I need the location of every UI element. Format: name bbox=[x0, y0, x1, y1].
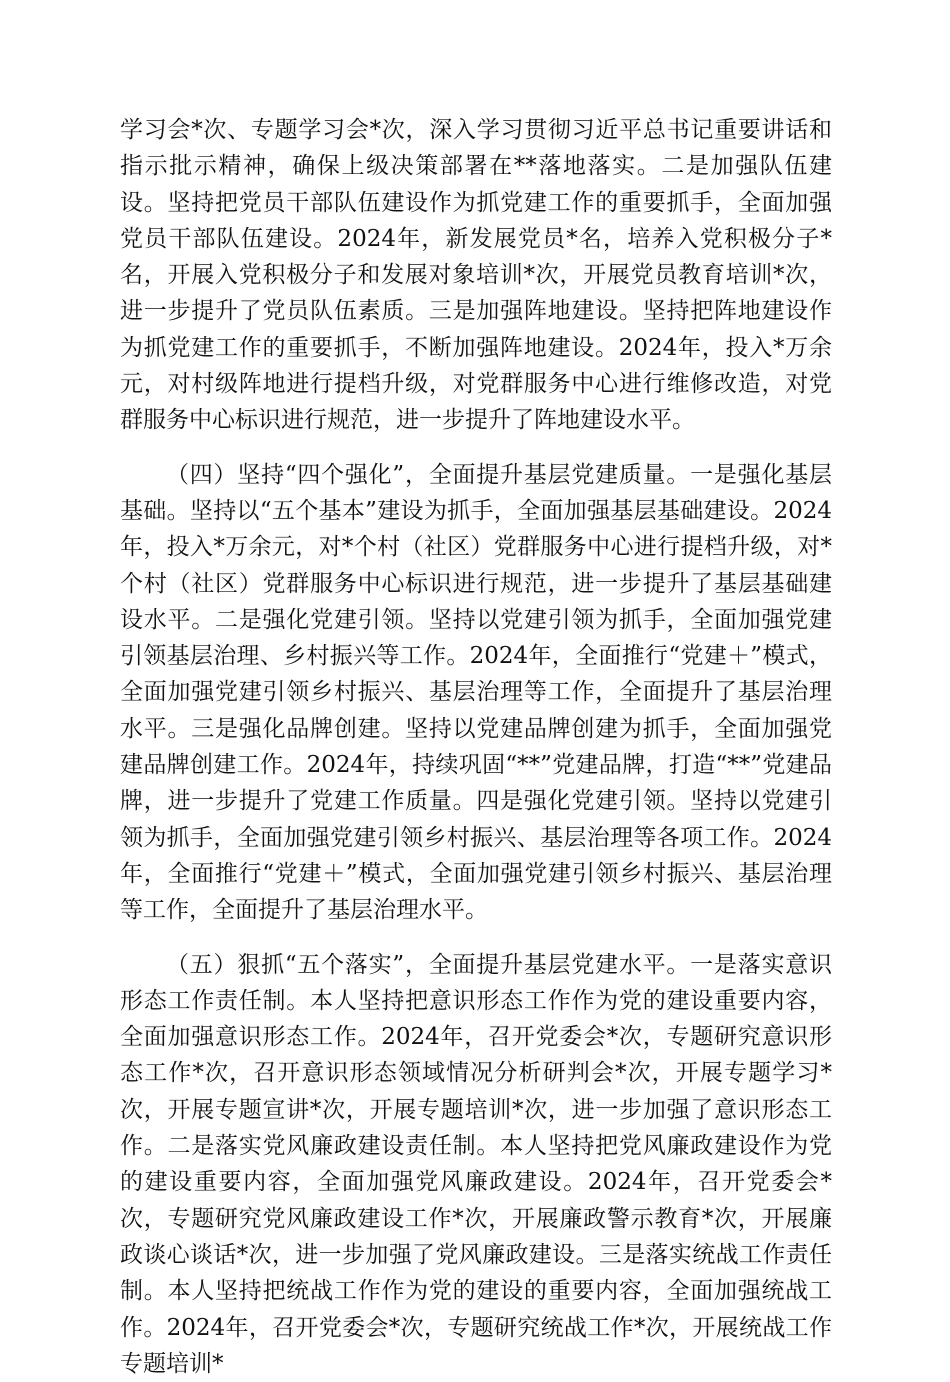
paragraph-section-five: （五）狠抓“五个落实”，全面提升基层党建水平。一是落实意识形态工作责任制。本人坚持把意识形态工作作为党的建设重要内容，全面加强意识形态工作。2024年，召开党委会*次，专题研究意识形态工作*次，召开意识形态领域情况分析研判会*次，开展专题学习*次，开展专题宣讲*次，开展专题培训*次，进一步加强了意识形态工作。二是落实党风廉政建设责任制。本人坚持把党风廉政建设作为党的建设重要内容，全面加强党风廉政建设。2024年，召开党委会*次，专题研究党风廉政建设工作*次，开展廉政警示教育*次，开展廉政谈心谈话*次，进一步加强了党风廉政建设。三是落实统战工作责任制。本人坚持把统战工作作为党的建设的重要内容，全面加强统战工作。2024年，召开党委会*次，专题研究统战工作*次，开展统战工作专题培训* bbox=[120, 951, 832, 1377]
paragraph-continued: 学习会*次、专题学习会*次，深入学习贯彻习近平总书记重要讲话和指示批示精神，确保上级决策部署在**落地落实。二是加强队伍建设。坚持把党员干部队伍建设作为抓党建工作的重要抓手，全面加强党员干部队伍建设。2024年，新发展党员*名，培养入党积极分子*名，开展入党积极分子和发展对象培训*次，开展党员教育培训*次，进一步提升了党员队伍素质。三是加强阵地建设。坚持把阵地建设作为抓党建工作的重要抓手，不断加强阵地建设。2024年，投入*万余元，对村级阵地进行提档升级，对党群服务中心进行维修改造，对党群服务中心标识进行规范，进一步提升了阵地建设水平。 bbox=[120, 117, 832, 434]
document-body bbox=[120, 112, 832, 1382]
paragraph-section-four: （四）坚持“四个强化”，全面提升基层党建质量。一是强化基层基础。坚持以“五个基本”建设为抓手，全面加强基层基础建设。2024年，投入*万余元，对*个村（社区）党群服务中心进行提档升级，对*个村（社区）党群服务中心标识进行规范，进一步提升了基层基础建设水平。二是强化党建引领。坚持以党建引领为抓手，全面加强党建引领基层治理、乡村振兴等工作。2024年，全面推行“党建＋”模式，全面加强党建引领乡村振兴、基层治理等工作，全面提升了基层治理水平。三是强化品牌创建。坚持以党建品牌创建为抓手，全面加强党建品牌创建工作。2024年，持续巩固“**”党建品牌，打造“**”党建品牌，进一步提升了党建工作质量。四是强化党建引领。坚持以党建引领为抓手，全面加强党建引领乡村振兴、基层治理等各项工作。2024年，全面推行“党建＋”模式，全面加强党建引领乡村振兴、基层治理等工作，全面提升了基层治理水平。 bbox=[120, 461, 832, 924]
